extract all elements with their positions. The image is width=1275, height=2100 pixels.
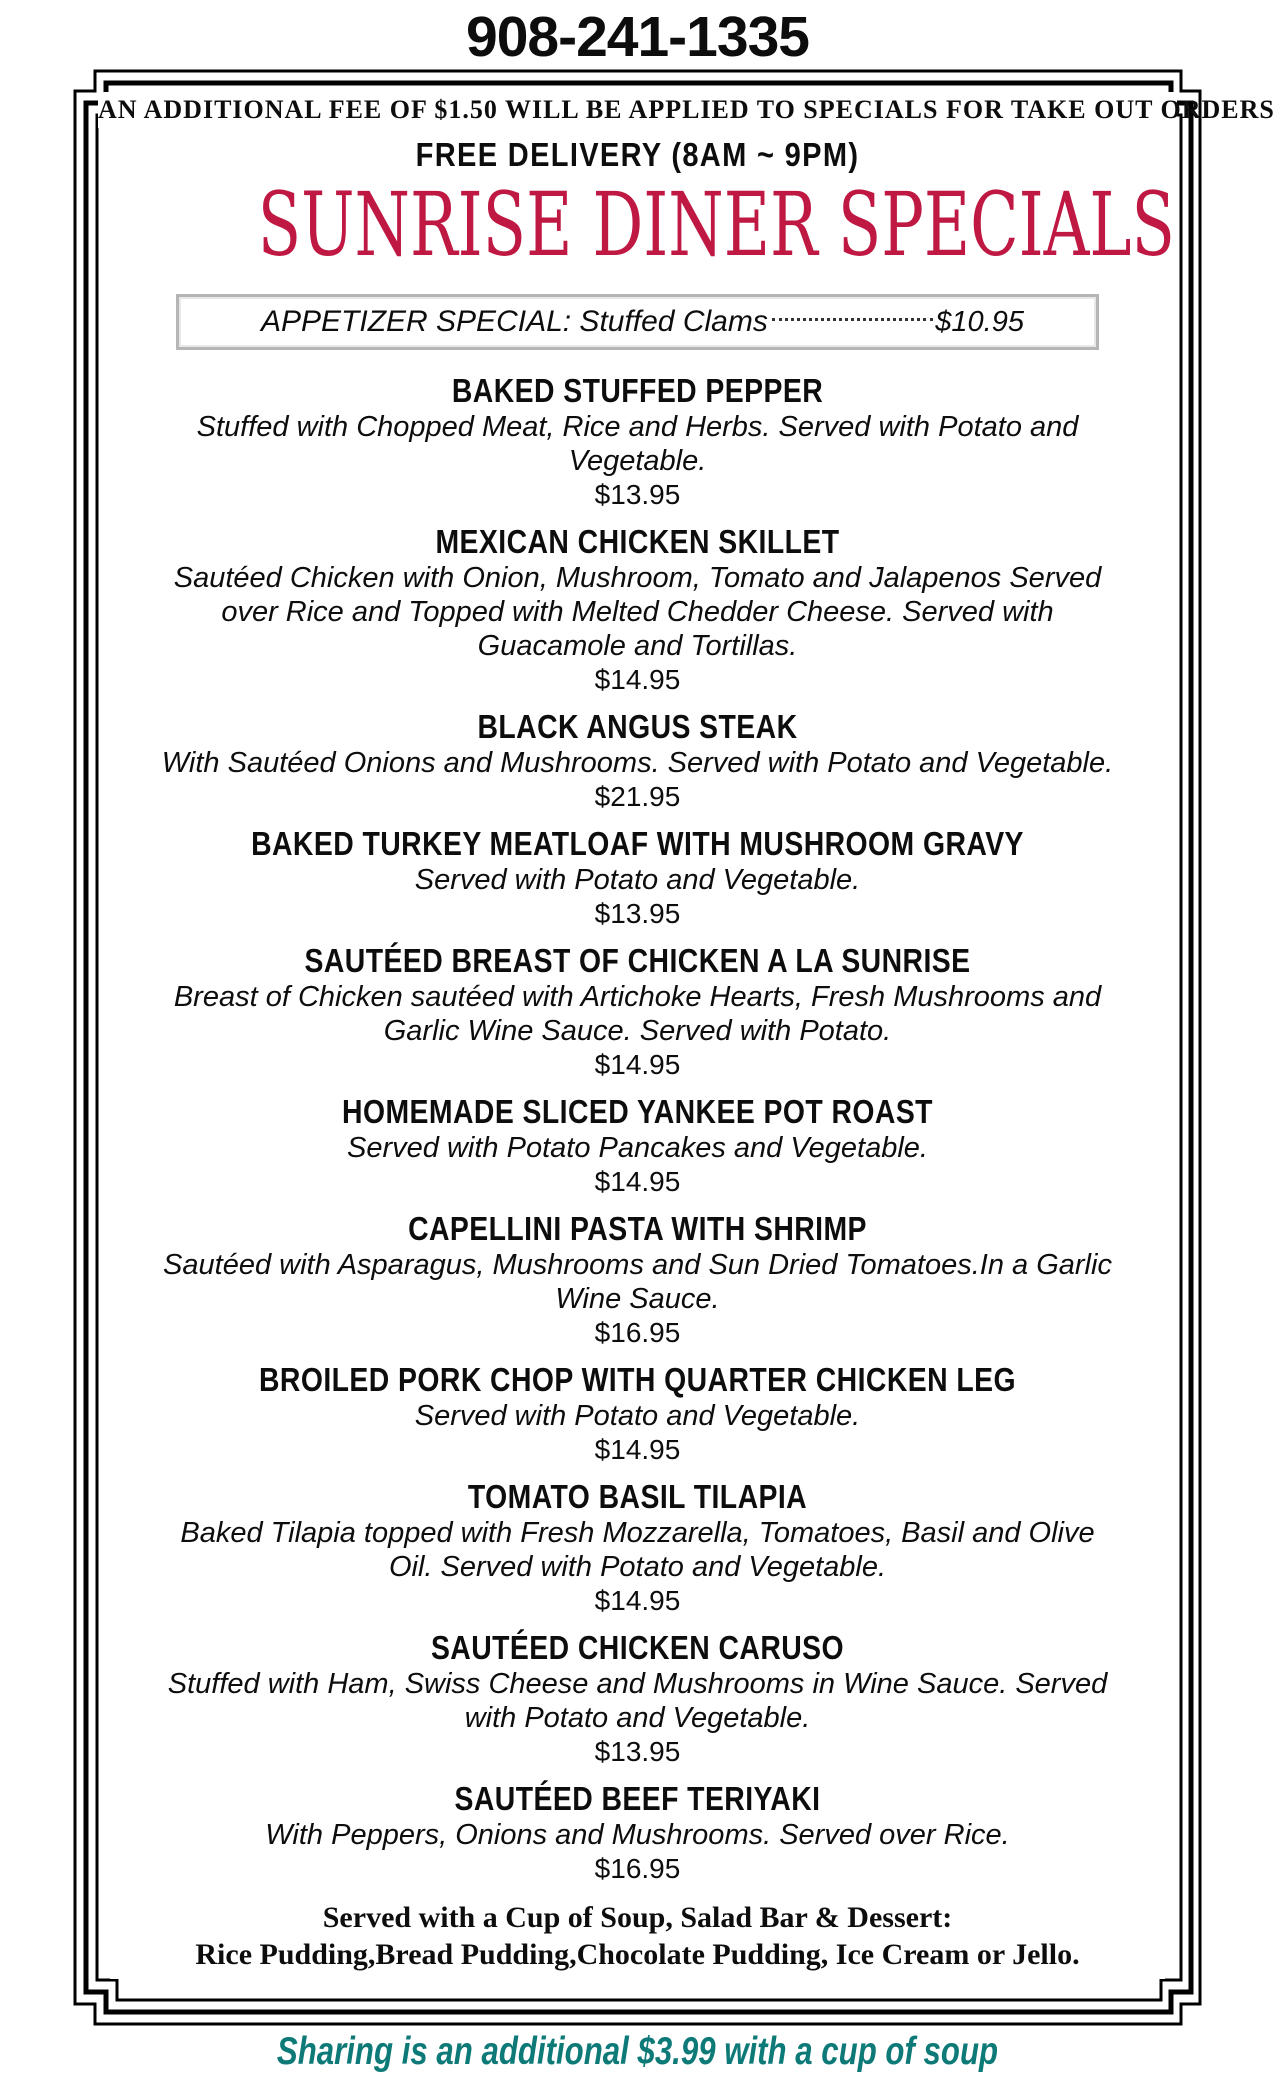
item-name: CAPELLINI PASTA WITH SHRIMP (408, 1210, 867, 1248)
menu-item (110, 1478, 1165, 1616)
takeout-fee-notice: AN ADDITIONAL FEE OF $1.50 WILL BE APPLIED TO SPECIALS FOR TAKE OUT ORDERS (98, 92, 1177, 128)
item-description: Baked Tilapia topped with Fresh Mozzarella, Tomatoes, Basil and Olive Oil. Served with Potato and Vegetable. (180, 1517, 1095, 1584)
phone-number: 908-241-1335 (466, 5, 809, 69)
menu-item (110, 1210, 1165, 1348)
menu-item (110, 372, 1165, 510)
item-price: $14.95 (594, 1585, 681, 1617)
appetizer-label: APPETIZER SPECIAL: Stuffed Clams (261, 305, 768, 339)
soup-salad-dessert-line: Served with a Cup of Soup, Salad Bar & Dessert: (322, 1901, 953, 1935)
item-price: $14.95 (594, 1166, 681, 1198)
menu-item (110, 825, 1165, 929)
item-name: MEXICAN CHICKEN SKILLET (435, 523, 840, 561)
item-description: Breast of Chicken sautéed with Artichoke Hearts, Fresh Mushrooms and Garlic Wine Sauce. Served with Potato. (173, 981, 1102, 1048)
dessert-options-line: Rice Pudding,Bread Pudding,Chocolate Pudding, Ice Cream or Jello. (195, 1938, 1080, 1972)
item-name: BAKED TURKEY MEATLOAF WITH MUSHROOM GRAVY (251, 825, 1024, 863)
included-sides-note (110, 1897, 1165, 1979)
menu-item (110, 1361, 1165, 1465)
item-description: Sautéed with Asparagus, Mushrooms and Sun Dried Tomatoes.In a Garlic Wine Sauce. (163, 1249, 1112, 1316)
menu-content (110, 136, 1175, 1979)
sharing-note: Sharing is an additional $3.99 with a cup of soup (276, 2030, 999, 2073)
menu-item (110, 523, 1165, 695)
item-price: $13.95 (594, 1736, 681, 1768)
item-name: BAKED STUFFED PEPPER (451, 372, 824, 410)
appetizer-special-box (176, 294, 1099, 350)
menu-item (110, 708, 1165, 812)
item-price: $16.95 (594, 1853, 681, 1885)
item-price: $13.95 (594, 479, 681, 511)
item-description: With Peppers, Onions and Mushrooms. Served over Rice. (265, 1819, 1010, 1852)
menu-item (110, 942, 1165, 1080)
item-price: $14.95 (594, 1434, 681, 1466)
menu-item (110, 1780, 1165, 1884)
appetizer-price: $10.95 (935, 305, 1024, 338)
item-description: Sautéed Chicken with Onion, Mushroom, Tomato and Jalapenos Served over Rice and Topped with Melted Chedder Cheese. Served with Guacamole and Tortillas. (173, 562, 1102, 663)
item-name: SAUTÉED BEEF TERIYAKI (454, 1780, 821, 1818)
item-price: $21.95 (594, 781, 681, 813)
item-price: $16.95 (594, 1317, 681, 1349)
free-delivery-line: FREE DELIVERY (8AM ~ 9PM) (415, 136, 860, 173)
item-description: Served with Potato and Vegetable. (414, 1400, 861, 1433)
item-description: Stuffed with Ham, Swiss Cheese and Mushrooms in Wine Sauce. Served with Potato and Vegetable. (167, 1668, 1108, 1735)
menu-item (110, 1093, 1165, 1197)
item-price: $14.95 (594, 664, 681, 696)
item-description: Stuffed with Chopped Meat, Rice and Herbs. Served with Potato and Vegetable. (196, 411, 1079, 478)
dot-leader (772, 318, 933, 321)
item-name: BLACK ANGUS STEAK (477, 708, 798, 746)
specials-list (110, 372, 1165, 1884)
item-name: SAUTÉED CHICKEN CARUSO (430, 1629, 845, 1667)
item-price: $14.95 (594, 1049, 681, 1081)
item-name: BROILED PORK CHOP WITH QUARTER CHICKEN LEG (258, 1361, 1017, 1399)
menu-item (110, 1629, 1165, 1767)
item-name: HOMEMADE SLICED YANKEE POT ROAST (342, 1093, 933, 1131)
item-description: With Sautéed Onions and Mushrooms. Served with Potato and Vegetable. (161, 747, 1114, 780)
item-name: TOMATO BASIL TILAPIA (467, 1478, 808, 1516)
item-description: Served with Potato Pancakes and Vegetable. (347, 1132, 928, 1165)
item-description: Served with Potato and Vegetable. (414, 864, 861, 897)
item-price: $13.95 (594, 898, 681, 930)
menu-title: SUNRISE DINER SPECIALS (257, 173, 1175, 276)
item-name: SAUTÉED BREAST OF CHICKEN A LA SUNRISE (304, 942, 971, 980)
